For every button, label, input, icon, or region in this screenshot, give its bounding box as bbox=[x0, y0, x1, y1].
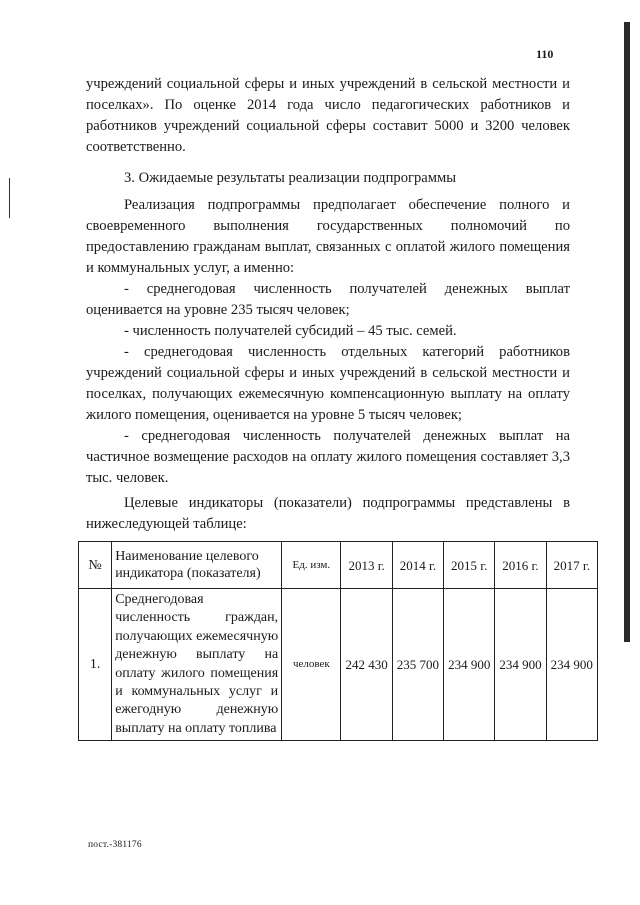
section-heading: 3. Ожидаемые результаты реализации подпрограммы bbox=[124, 170, 457, 186]
value-2015: 234 900 bbox=[444, 589, 495, 741]
table-header-row bbox=[79, 542, 598, 589]
header-year-2017: 2017 г. bbox=[546, 542, 597, 589]
page-number: 110 bbox=[536, 47, 554, 61]
table-row bbox=[79, 589, 598, 741]
value-2013: 242 430 bbox=[341, 589, 392, 741]
value-2014: 235 700 bbox=[392, 589, 443, 741]
header-year-2016: 2016 г. bbox=[495, 542, 546, 589]
list-item: - среднегодовая численность получателей денежных выплат на частичное возмещение расходов на оплату жилого помещения составляет 3,3 тыс. человек. bbox=[86, 428, 570, 486]
row-indicator-name: Среднегодовая численность граждан, получающих ежемесячную денежную выплату на оплату жилого помещения и коммунальных услуг и ежегодную денежную выплату на оплату топлива bbox=[112, 589, 282, 741]
scan-margin-mark bbox=[9, 178, 10, 218]
footer-code: пост.-381176 bbox=[88, 840, 142, 850]
row-unit: человек bbox=[282, 589, 341, 741]
list-item: - среднегодовая численность отдельных категорий работников учреждений социальной сферы и иных учреждений в сельской местности и поселках, получающих ежемесячную компенсационную выплату на оплату жилого помещения, оценивается на уровне 5 тысяч человек; bbox=[86, 344, 570, 423]
list-item: - численность получателей субсидий – 45 тыс. семей. bbox=[124, 323, 457, 339]
indicators-table bbox=[78, 541, 598, 741]
header-year-2014: 2014 г. bbox=[392, 542, 443, 589]
section-body bbox=[86, 195, 570, 535]
intro-paragraph-block bbox=[86, 74, 570, 158]
row-num: 1. bbox=[79, 589, 112, 741]
body-lead-paragraph: Реализация подпрограммы предполагает обеспечение полного и своевременного выполнения государственных полномочий по предоставлению гражданам выплат, связанных с оплатой жилого помещения и коммунальных услуг, а именно: bbox=[86, 197, 570, 276]
table-intro-paragraph: Целевые индикаторы (показатели) подпрограммы представлены в нижеследующей таблице: bbox=[86, 495, 570, 532]
scan-edge-shadow bbox=[624, 22, 630, 642]
header-year-2013: 2013 г. bbox=[341, 542, 392, 589]
value-2016: 234 900 bbox=[495, 589, 546, 741]
intro-paragraph: учреждений социальной сферы и иных учреждений в сельской местности и поселках». По оценке 2014 года число педагогических работников и работников учреждений социальной сферы составит 5000 и 3200 человек соответственно. bbox=[86, 76, 570, 155]
header-indicator-name: Наименование целевого индикатора (показателя) bbox=[112, 542, 282, 589]
header-year-2015: 2015 г. bbox=[444, 542, 495, 589]
list-item: - среднегодовая численность получателей денежных выплат оценивается на уровне 235 тысяч человек; bbox=[86, 281, 570, 318]
header-unit: Ед. изм. bbox=[282, 542, 341, 589]
value-2017: 234 900 bbox=[546, 589, 597, 741]
header-num: № bbox=[79, 542, 112, 589]
